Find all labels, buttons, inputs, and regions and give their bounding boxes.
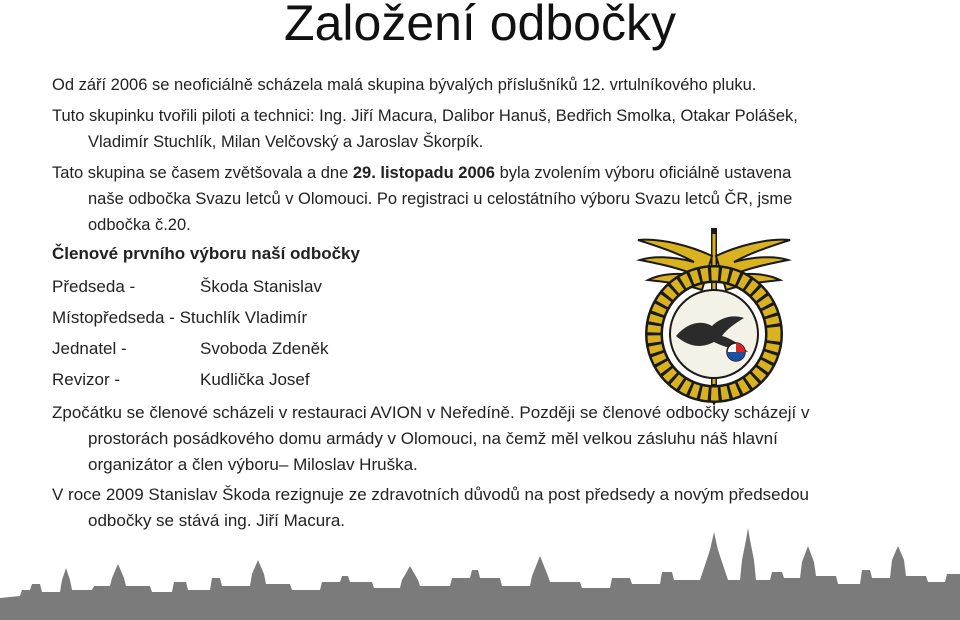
slide-title: Založení odbočky xyxy=(284,0,676,51)
committee-member-row xyxy=(52,308,307,328)
meetings-line-2: prostorách posádkového domu armády v Olomouci, na čemž měl velkou zásluhu náš hlavní xyxy=(88,429,778,448)
founding-line-2: naše odbočka Svazu letců v Olomouci. Po registraci u celostátního výboru Svazu letců ČR, jsme xyxy=(88,190,793,208)
meetings-line-1: Zpočátku se členové scházeli v restauraci AVION v Neředíně. Později se členové odbočky scházejí v xyxy=(52,403,810,422)
committee-heading: Členové prvního výboru naší odbočky xyxy=(52,244,360,263)
resignation-line-1: V roce 2009 Stanislav Škoda rezignuje ze zdravotních důvodů na post předsedy a novým předsedou xyxy=(52,485,809,504)
founding-date: 29. listopadu 2006 xyxy=(352,164,495,182)
founders-line-2: Vladimír Stuchlík, Milan Velčovský a Jaroslav Škorpík. xyxy=(88,133,484,151)
meetings-line-3: organizátor a člen výboru– Miloslav Hruška. xyxy=(88,455,418,474)
founding-text-1: Tato skupina se časem zvětšovala a dne xyxy=(52,164,353,182)
member-name: Škoda Stanislav xyxy=(200,277,322,296)
member-name: Stuchlík Vladimír xyxy=(179,308,308,327)
committee-member-row xyxy=(52,370,310,390)
member-role: Předseda - xyxy=(52,277,136,296)
founders-line-1: Tuto skupinku tvořili piloti a technici: Ing. Jiří Macura, Dalibor Hanuš, Bedřich Smolka, Otakar Polášek, xyxy=(52,107,798,125)
member-role: Jednatel - xyxy=(52,339,127,358)
paragraph-intro: Od září 2006 se neoficiálně scházela malá skupina bývalých příslušníků 12. vrtulníkového pluku. xyxy=(52,76,757,94)
committee-member-row xyxy=(52,339,329,359)
air-force-wings-emblem-icon xyxy=(636,226,792,412)
member-role: Místopředseda - xyxy=(52,308,175,327)
member-role: Revizor - xyxy=(52,370,121,389)
paragraph-founders xyxy=(52,103,932,155)
paragraph-meetings xyxy=(52,400,932,478)
resignation-line-2: odbočky se stává ing. Jiří Macura. xyxy=(88,511,346,530)
member-name: Kudlička Josef xyxy=(200,370,310,389)
founding-text-2: byla zvolením výboru oficiálně ustavena xyxy=(495,164,792,182)
committee-member-row xyxy=(52,277,322,297)
founding-line-3: odbočka č.20. xyxy=(88,216,191,234)
member-name: Svoboda Zdeněk xyxy=(200,339,329,358)
olomouc-city-skyline-silhouette-icon xyxy=(0,520,960,620)
paragraph-founding xyxy=(52,160,932,238)
